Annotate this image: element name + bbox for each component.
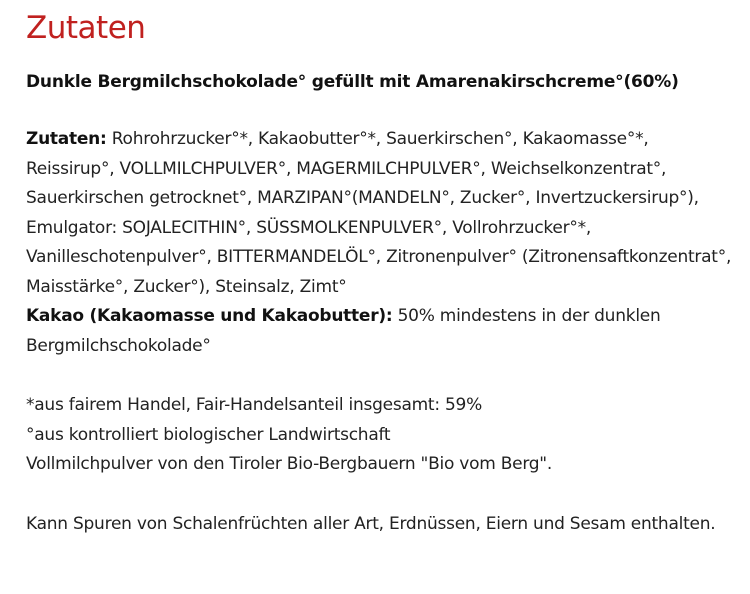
cocoa-label: Kakao (Kakaomasse und Kakaobutter):: [26, 306, 393, 326]
footnotes: [26, 391, 741, 480]
organic-note: °aus kontrolliert biologischer Landwirtschaft: [26, 424, 391, 445]
ingredients-paragraph: [26, 125, 741, 361]
section-heading: Zutaten: [26, 10, 146, 46]
ingredients-text: Rohrohrzucker°*, Kakaobutter°*, Sauerkirschen°, Kakaomasse°*, Reissirup°, VOLLMILCHPULVER°, MAGERMILCHPULVER°, Weichselkonzentrat°, Sauerkirschen getrocknet°, MARZIPAN°(MANDELN°, Zucker°, Invertzuckersirup°), Emulgator: SOJALECITHIN°, SÜSSMOLKENPULVER°, Vollrohrzucker°*, Vanilleschotenpulver°, BITTERMANDELÖL°, Zitronenpulver° (Zitronensaftkonzentrat°, Maisstärke°, Zucker°), Steinsalz, Zimt°: [26, 129, 732, 297]
fair-trade-note: *aus fairem Handel, Fair-Handelsanteil insgesamt: 59%: [26, 395, 483, 415]
ingredients-panel: [26, 8, 741, 539]
allergen-notice: Kann Spuren von Schalenfrüchten aller Art, Erdnüssen, Eiern und Sesam enthalten.: [26, 513, 716, 534]
product-subtitle: Dunkle Bergmilchschokolade° gefüllt mit Amarenakirschcreme°(60%): [26, 72, 679, 92]
cocoa-text: 50% mindestens in der dunklen Bergmilchschokolade°: [26, 306, 661, 356]
milk-origin-note: Vollmilchpulver von den Tiroler Bio-Bergbauern "Bio vom Berg".: [26, 454, 553, 474]
ingredients-label: Zutaten:: [26, 129, 107, 149]
